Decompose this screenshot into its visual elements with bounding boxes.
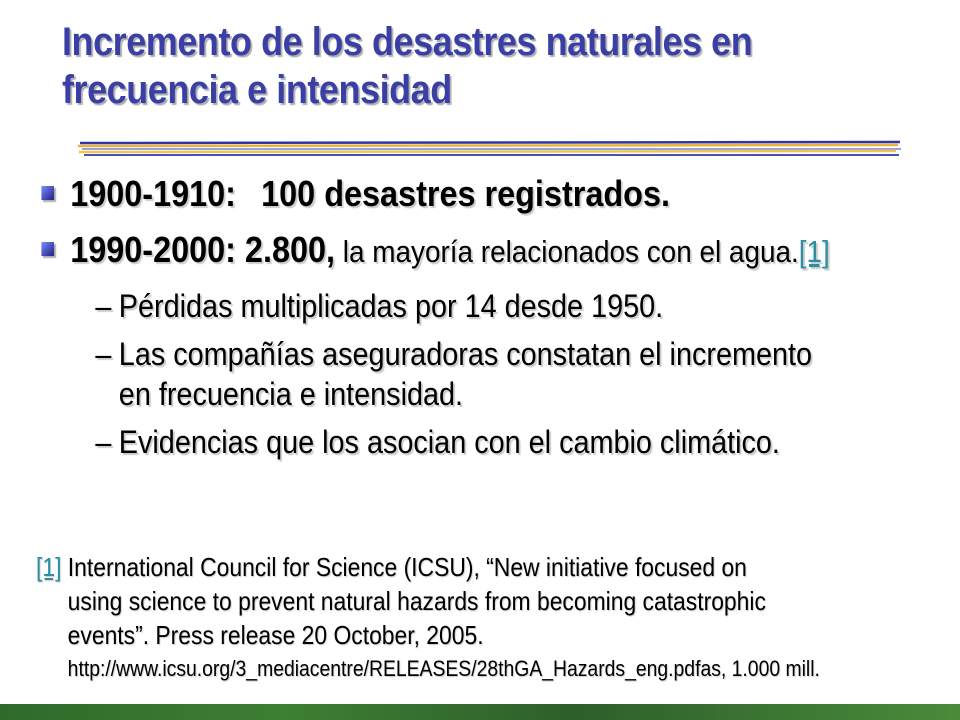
footnote xyxy=(36,550,898,686)
title-line-1: Incremento de los desastres naturales en xyxy=(62,20,753,64)
slide-body xyxy=(36,172,846,470)
bullet-1900-1910 xyxy=(36,172,846,216)
dash-marker: – xyxy=(95,336,112,372)
bullet-lead: 1990-2000: 2.800, xyxy=(70,229,336,270)
title-line-2: frecuencia e intensidad xyxy=(62,68,452,112)
bullet-lead: 1900-1910: xyxy=(70,173,236,214)
footnote-url: http://www.icsu.org/3_mediacentre/RELEASES/28thGA_Hazards_eng.pdfas, 1.000 mill. xyxy=(67,656,820,681)
footnote-line-2: using science to prevent natural hazards from becoming catastrophic xyxy=(67,586,766,616)
sub-bullet-perdidas xyxy=(36,286,846,326)
sub-bullet-text: Las compañías aseguradoras constatan el incremento en frecuencia e intensidad. xyxy=(118,336,813,412)
bullet-text: 100 desastres registrados. xyxy=(261,173,670,214)
square-bullet-icon xyxy=(41,242,54,256)
footnote-line-1: International Council for Science (ICSU), “New initiative focused on xyxy=(61,552,747,582)
sub-bullet-evidencias xyxy=(36,422,846,462)
bullet-text: la mayoría relacionados con el agua. xyxy=(335,234,799,269)
title-underline-rule xyxy=(78,140,902,158)
square-bullet-icon xyxy=(41,186,54,200)
dash-marker: – xyxy=(95,424,112,460)
footnote-ref-link[interactable]: [1] xyxy=(798,234,830,269)
sub-bullet-text: Pérdidas multiplicadas por 14 desde 1950. xyxy=(118,288,664,324)
slide-title xyxy=(62,18,836,114)
bullet-1990-2000 xyxy=(36,228,846,274)
sub-bullet-aseguradoras xyxy=(36,334,846,414)
footnote-anchor-link[interactable]: [1] xyxy=(36,552,62,582)
decorative-bottom-strip xyxy=(0,704,960,720)
footnote-line-3: events”. Press release 20 October, 2005. xyxy=(67,620,484,650)
sub-bullet-text: Evidencias que los asocian con el cambio climático. xyxy=(118,424,780,460)
dash-marker: – xyxy=(95,288,112,324)
